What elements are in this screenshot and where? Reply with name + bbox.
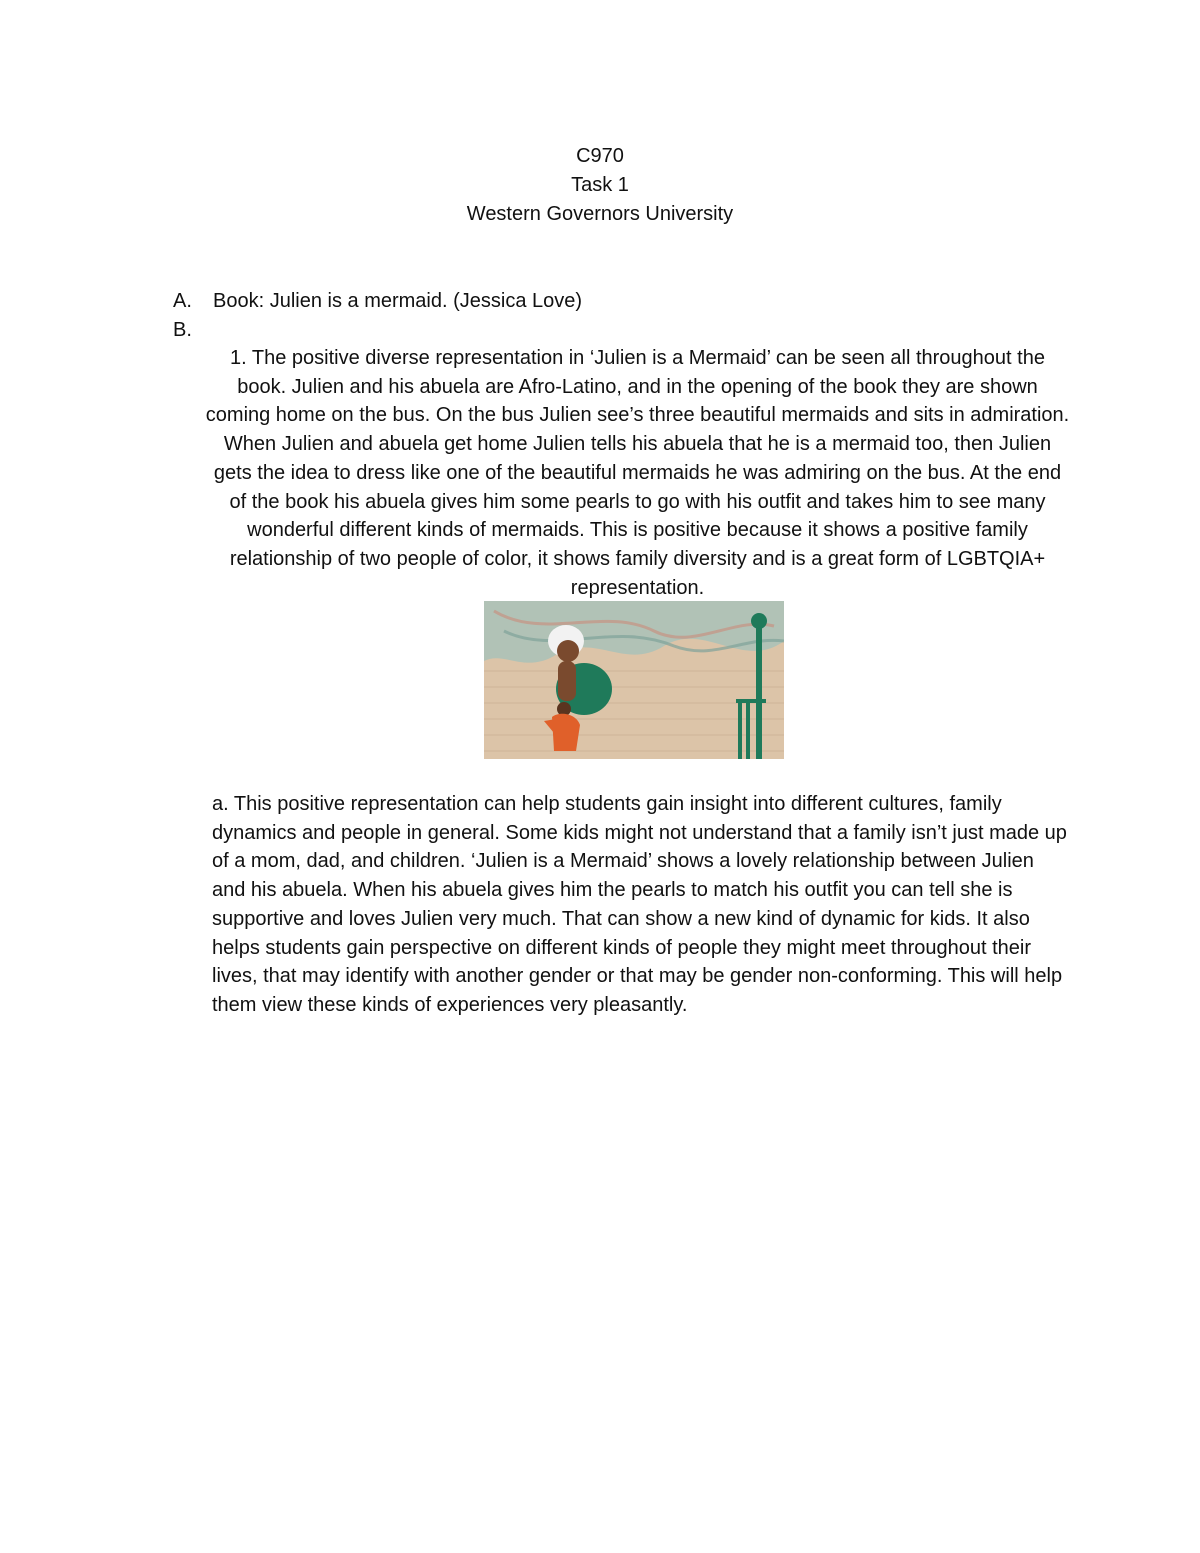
school-name: Western Governors University xyxy=(466,203,734,225)
course-code: C970 xyxy=(576,145,624,167)
document-header xyxy=(0,142,1200,229)
paragraph-representation: 1. The positive diverse representation in ‘Julien is a Mermaid’ can be seen all throughout the book. Julien and his abuela are Afro-Latino, and in the opening of the book they are shown coming home on the bus. On the bus Julien see’s three beautiful mermaids and sits in admiration. When Julien and abuela get home Julien tells his abuela that he is a mermaid too, then Julien gets the idea to dress like one of the beautiful mermaids he was admiring on the bus. At the end of the book his abuela gives him some pearls to go with his outfit and takes him to see many wonderful different kinds of mermaids. This is positive because it shows a positive family relationship of two people of color, it shows family diversity and is a great form of LGBTQIA+ representation. xyxy=(205,347,1070,599)
list-item-a xyxy=(173,287,1073,316)
book-illustration xyxy=(484,601,784,759)
list-marker-b: B. xyxy=(173,319,192,341)
book-title-line: Book: Julien is a mermaid. (Jessica Love) xyxy=(213,290,583,312)
outline-list xyxy=(173,287,1073,345)
list-item-b xyxy=(173,316,1073,345)
task-title: Task 1 xyxy=(571,174,629,196)
paragraph-insight: a. This positive representation can help students gain insight into different cultures, family dynamics and people in general. Some kids might not understand that a family isn’t just made up of a mom, dad, and children. ‘Julien is a Mermaid’ shows a lovely relationship between Julien and his abuela. When his abuela gives him the pearls to match his outfit you can tell she is supportive and loves Julien very much. That can show a new kind of dynamic for kids. It also helps students gain perspective on different kinds of people they might meet throughout their lives, that may identify with another gender or that may be gender non-conforming. This will help them view these kinds of experiences very pleasantly. xyxy=(212,793,1067,1016)
list-marker-a: A. xyxy=(173,290,192,312)
